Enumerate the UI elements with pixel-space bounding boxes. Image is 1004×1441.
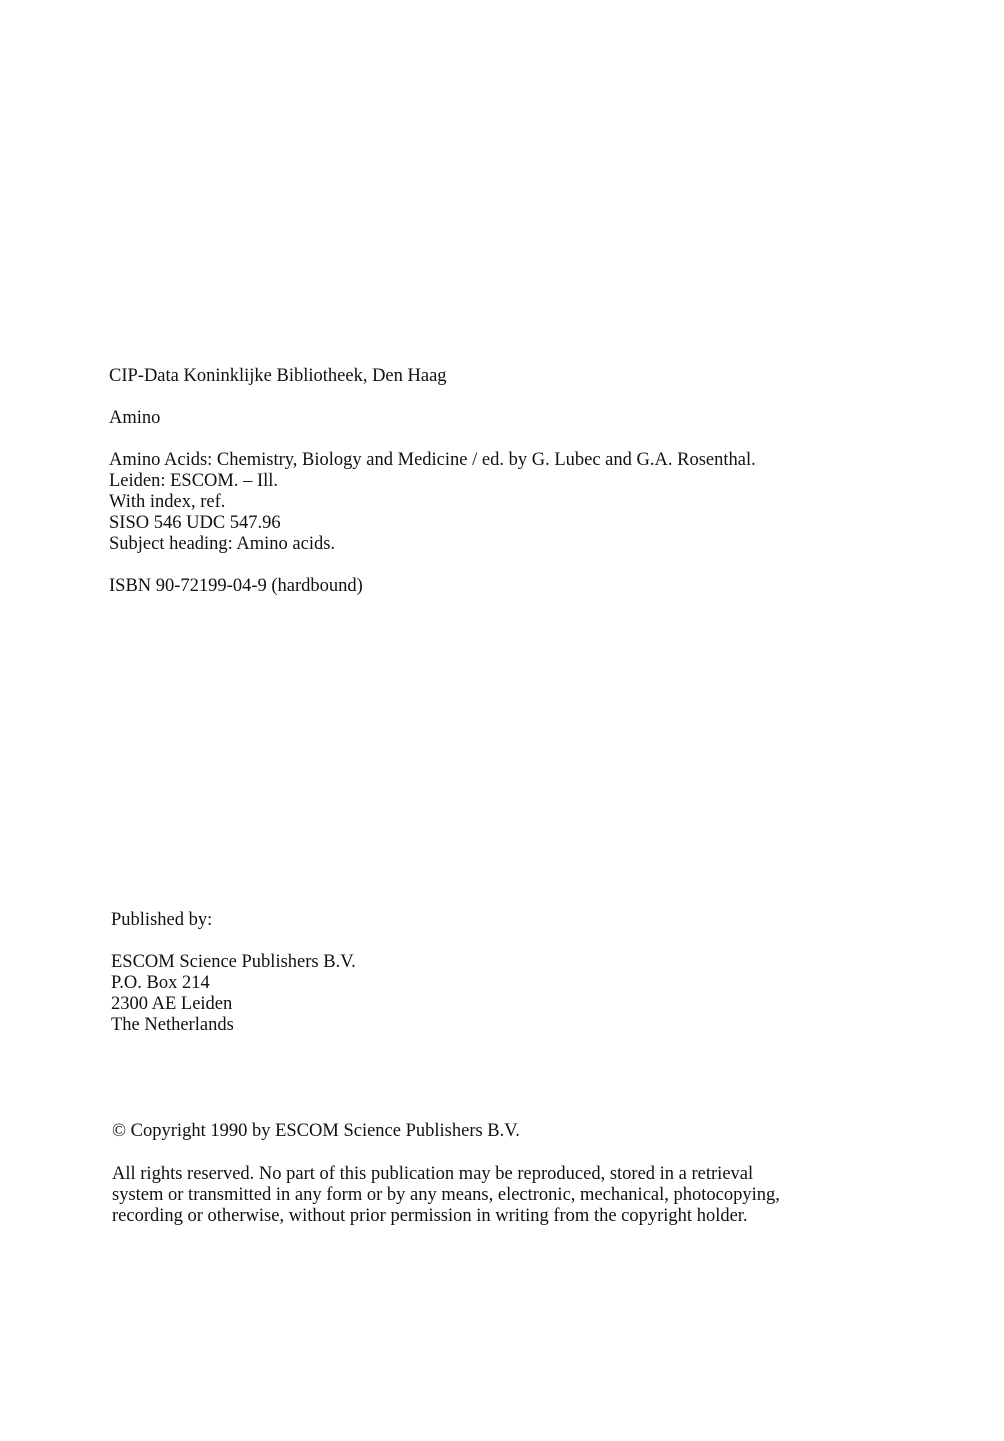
publisher-address	[111, 952, 911, 1036]
published-by-label	[111, 910, 911, 931]
copyright-notice	[112, 1121, 912, 1142]
cip-header-text: CIP-Data Koninklijke Bibliotheek, Den Haag	[109, 366, 447, 386]
rights-statement	[112, 1164, 902, 1227]
publisher-address-line: The Netherlands	[111, 1015, 234, 1035]
cip-detail-line: With index, ref.	[109, 492, 226, 512]
cip-header	[109, 366, 909, 387]
cip-details	[109, 450, 909, 555]
cip-detail-line: Amino Acids: Chemistry, Biology and Medicine / ed. by G. Lubec and G.A. Rosenthal.	[109, 450, 756, 470]
publisher-address-line: P.O. Box 214	[111, 973, 210, 993]
rights-line: All rights reserved. No part of this publication may be reproduced, stored in a retrieval	[112, 1164, 754, 1184]
copyright-notice-text: © Copyright 1990 by ESCOM Science Publishers B.V.	[112, 1121, 520, 1141]
cip-detail-line: Subject heading: Amino acids.	[109, 534, 336, 554]
rights-line: system or transmitted in any form or by any means, electronic, mechanical, photocopying,	[112, 1185, 780, 1205]
publisher-address-line: 2300 AE Leiden	[111, 994, 233, 1014]
cip-detail-line: Leiden: ESCOM. – Ill.	[109, 471, 279, 491]
cip-short-title-text: Amino	[109, 408, 161, 428]
isbn	[109, 576, 909, 597]
cip-detail-line: SISO 546 UDC 547.96	[109, 513, 281, 533]
rights-line: recording or otherwise, without prior permission in writing from the copyright holder.	[112, 1206, 748, 1226]
publisher-address-line: ESCOM Science Publishers B.V.	[111, 952, 356, 972]
cip-short-title	[109, 408, 909, 429]
isbn-text: ISBN 90-72199-04-9 (hardbound)	[109, 576, 363, 596]
published-by-text: Published by:	[111, 910, 213, 930]
